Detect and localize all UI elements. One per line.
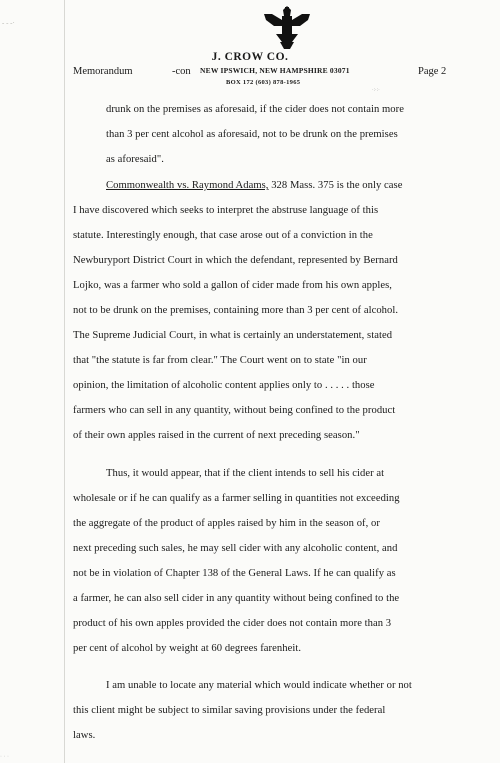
text-line: The Supreme Judicial Court, in what is certainly an understatement, stated (73, 330, 393, 341)
stamp-mark: ·:·:· (372, 88, 380, 93)
text-line: a farmer, he can also sell cider in any quantity without being confined to the (73, 593, 400, 604)
margin-rule (64, 0, 65, 763)
text-line: I am unable to locate any material which would indicate whether or not (106, 680, 412, 691)
text-line: Thus, it would appear, that if the client intends to sell his cider at (106, 468, 385, 479)
text-line: as aforesaid". (106, 154, 164, 165)
company-name: J. CROW CO. (211, 51, 289, 63)
text-line: of their own apples raised in the current of next preceding season." (73, 430, 360, 441)
text-line: not to be drunk on the premises, containing more than 3 per cent of alcohol. (73, 305, 399, 316)
text-line: farmers who can sell in any quantity, without being confined to the product (73, 405, 396, 416)
text-line: laws. (73, 730, 96, 741)
text-line: than 3 per cent alcohol as aforesaid, not to be drunk on the premises (106, 129, 398, 140)
text-line (106, 180, 402, 191)
memorandum-label: Memorandum (73, 66, 133, 77)
text-line: I have discovered which seeks to interpret the abstruse language of this (73, 205, 379, 216)
text-line: next preceding such sales, he may sell cider with any alcoholic content, and (73, 543, 398, 554)
text-line: wholesale or if he can qualify as a farmer selling in quantities not exceeding (73, 493, 400, 504)
case-citation: Commonwealth vs. Raymond Adams, (106, 180, 269, 191)
text-line: not be in violation of Chapter 138 of the General Laws. If he can qualify as (73, 568, 396, 579)
text-line: drunk on the premises as aforesaid, if the cider does not contain more (106, 104, 404, 115)
case-citation-rest: 328 Mass. 375 is the only case (268, 180, 403, 191)
memo-continuation: -con (172, 66, 191, 77)
text-line: that "the statute is far from clear." The Court went on to state "in our (73, 355, 367, 366)
text-line: the aggregate of the product of apples raised by him in the season of, or (73, 518, 380, 529)
thunderbird-logo-icon (262, 4, 312, 50)
text-line: this client might be subject to similar saving provisions under the federal (73, 705, 386, 716)
company-address: NEW IPSWICH, NEW HAMPSHIRE 03071 (200, 66, 350, 75)
text-line: per cent of alcohol by weight at 60 degrees farenheit. (73, 643, 302, 654)
text-line: Newburyport District Court in which the defendant, represented by Bernard (73, 255, 398, 266)
page-number: Page 2 (418, 66, 447, 77)
text-line: opinion, the limitation of alcoholic content applies only to . . . . . those (73, 380, 375, 391)
text-line: product of his own apples provided the cider does not contain more than 3 (73, 618, 392, 629)
text-line: statute. Interestingly enough, that case arose out of a conviction in the (73, 230, 373, 241)
binding-marks: - - -· (2, 19, 15, 27)
text-line: Lojko, was a farmer who sold a gallon of cider made from his own apples, (73, 280, 392, 291)
company-box-phone: BOX 172 (603) 878-1965 (226, 79, 301, 86)
scan-artifact: · · · (0, 754, 9, 760)
